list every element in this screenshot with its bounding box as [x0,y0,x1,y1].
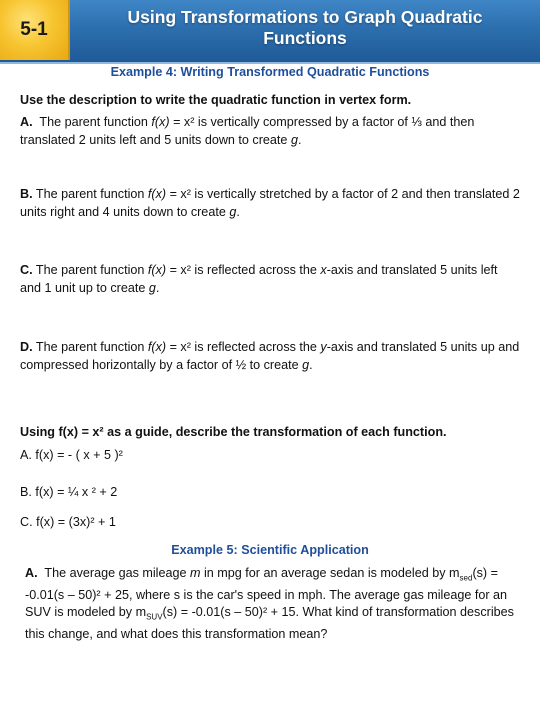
problem-c [20,261,520,297]
lesson-badge: 5-1 [0,0,70,60]
problem-c-text-3: -axis and translated 5 units left and 1 unit up to create [20,263,498,295]
application-sub-suv: SUV [146,612,163,622]
title-line-1: Using Transformations to Graph Quadratic [127,7,483,27]
problem-d-end: . [309,358,313,372]
slide-header [0,0,540,64]
problem-a [20,113,520,149]
application-sub-sed: sed [459,573,473,583]
example5-heading: Example 5: Scientific Application [171,543,369,557]
problem-d-label: D. [20,340,33,354]
application-m: m [190,566,201,580]
problem-d-text-3: -axis and translated 5 units up and compressed horizontally by a factor of ½ to create [20,340,520,372]
application-label: A. [25,566,38,580]
problem-b-g: g [229,205,237,219]
problem-a-text-2: = x² is vertically compressed by a factor of ⅓ and then translated 2 units left and 5 units down to create [20,115,475,147]
problem-b-text-2: = x² is vertically stretched by a factor of 2 and then translated 2 units right and 4 units down to create [20,187,520,219]
problem-b-text-1: The parent function [35,187,148,201]
problem-b-fx: f(x) [147,187,167,201]
example4-heading: Example 4: Writing Transformed Quadratic Functions [110,65,430,79]
problem-b-end: . [236,205,240,219]
application-problem [25,565,516,642]
problem-d-text-2: = x² is reflected across the [166,340,321,354]
problem-c-g: g [148,281,156,295]
problem-d-g: g [302,358,310,372]
application-text-2: in mpg for an average sedan is modeled by [200,566,450,580]
problem-c-label: C. [20,263,33,277]
problem-b-label: B. [20,187,33,201]
problem-c-end: . [155,281,160,295]
problem-b [20,185,520,221]
problem-d-fx: f(x) [147,340,167,354]
instruction: Use the description to write the quadratic function in vertex form. [20,93,412,107]
problem-c-axis: x [320,263,327,277]
problem-a-label: A. [20,115,33,129]
problem-c-text-2: = x² is reflected across the [166,263,321,277]
problem-a-text-1: The parent function [39,115,152,129]
problem-a-fx: f(x) [151,115,170,129]
application-m-sed: m [449,566,460,580]
problem-d-text-1: The parent function [35,340,148,354]
problem-a-end: . [297,133,302,147]
problem-c-fx: f(x) [147,263,167,277]
problem-c-text-1: The parent function [35,263,148,277]
slide-title [76,7,534,49]
title-line-2: Functions [263,28,347,48]
application-text-3: (s) = -0.01(s – 50)² + 25, where s is the car's speed in mph. The average gas mileage for an SUV is modeled by m [25,566,508,619]
describe-heading: Using f(x) = x² as a guide, describe the transformation of each function. [20,425,447,439]
problem-d [20,338,520,374]
application-text-1: The average gas mileage [44,566,190,580]
describe-a: A. f(x) = - ( x + 5 )² [20,448,123,462]
describe-b: B. f(x) = ¼ x ² + 2 [20,485,118,499]
application-text-4: (s) = -0.01(s – 50)² + 15. What kind of transformation describes this change, and what does this transformation mean? [25,604,514,641]
describe-c: C. f(x) = (3x)² + 1 [20,515,116,529]
problem-d-axis: y [320,340,327,354]
problem-a-g: g [290,133,298,147]
